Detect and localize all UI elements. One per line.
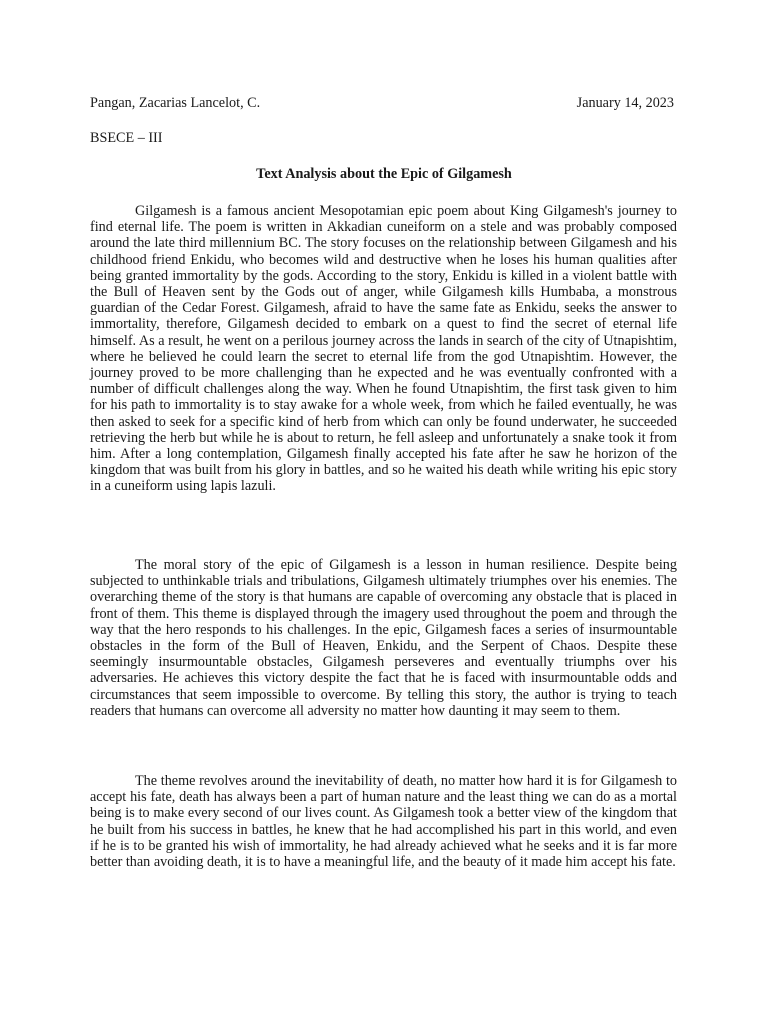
program-section: BSECE – III <box>90 130 163 146</box>
author-name: Pangan, Zacarias Lancelot, C. <box>90 95 261 111</box>
document-date: January 14, 2023 <box>576 95 674 111</box>
header-row <box>90 93 678 113</box>
paragraph-moral: The moral story of the epic of Gilgamesh is a lesson in human resilience. Despite being subjected to unthinkable trials and tribulations, Gilgamesh ultimately triumphes over his enemies. The overarching theme of the story is that humans are capable of overcoming any obstacle that is placed in front of them. This theme is displayed through the imagery used throughout the poem and through the way that the hero responds to his challenges. In the epic, Gilgamesh faces a series of insurmountable obstacles in the form of the Bull of Heaven, Enkidu, and the Serpent of Chaos. Despite these seemingly insurmountable obstacles, Gilgamesh perseveres and eventually triumphs over his adversaries. He achieves this victory despite the fact that he is faced with insurmountable odds and circumstances that seem impossible to overcome. By telling this story, the author is trying to teach readers that humans can overcome all adversity no matter how daunting it may seem to them. <box>90 557 677 719</box>
document-title: Text Analysis about the Epic of Gilgamesh <box>256 166 512 182</box>
paragraph-theme: The theme revolves around the inevitability of death, no matter how hard it is for Gilgamesh to accept his fate, death has always been a part of human nature and the least thing we can do as a mortal being is to make every second of our lives count. As Gilgamesh took a better view of the kingdom that he built from his success in battles, he knew that he had accomplished his part in this world, and even if he is to be granted his wish of immortality, he had already achieved what he seeks and it is far more better than avoiding death, it is to have a meaningful life, and the beauty of it made him accept his fate. <box>90 773 677 871</box>
paragraph-summary: Gilgamesh is a famous ancient Mesopotamian epic poem about King Gilgamesh's journey to find eternal life. The poem is written in Akkadian cuneiform on a stele and was probably composed around the late third millennium BC. The story focuses on the relationship between Gilgamesh and his childhood friend Enkidu, who becomes wild and destructive when he loses his human qualities after being granted immortality by the gods. According to the story, Enkidu is killed in a violent battle with the Bull of Heaven sent by the Gods out of anger, while Gilgamesh kills Humbaba, a monstrous guardian of the Cedar Forest. Gilgamesh, afraid to have the same fate as Enkidu, seeks the answer to immortality, therefore, Gilgamesh decided to embark on a quest to find the secret of eternal life himself. As a result, he went on a perilous journey across the lands in search of the city of Utnapishtim, where he believed he could learn the secret to eternal life from the god Utnapishtim. However, the journey proved to be more challenging than he expected and he was eventually confronted with a number of difficult challenges along the way. When he found Utnapishtim, the first task given to him for his path to immortality is to stay awake for a whole week, from which he failed eventually, he was then asked to seek for a specific kind of herb from which can only be found underwater, he succeeded retrieving the herb but while he is about to return, he fell asleep and unfortunately a snake took it from him. After a long contemplation, Gilgamesh finally accepted his fate after he saw he horizon of the kingdom that was built from his glory in battles, and so he waited his death while writing his epic story in a cuneiform using lapis lazuli. <box>90 203 677 495</box>
